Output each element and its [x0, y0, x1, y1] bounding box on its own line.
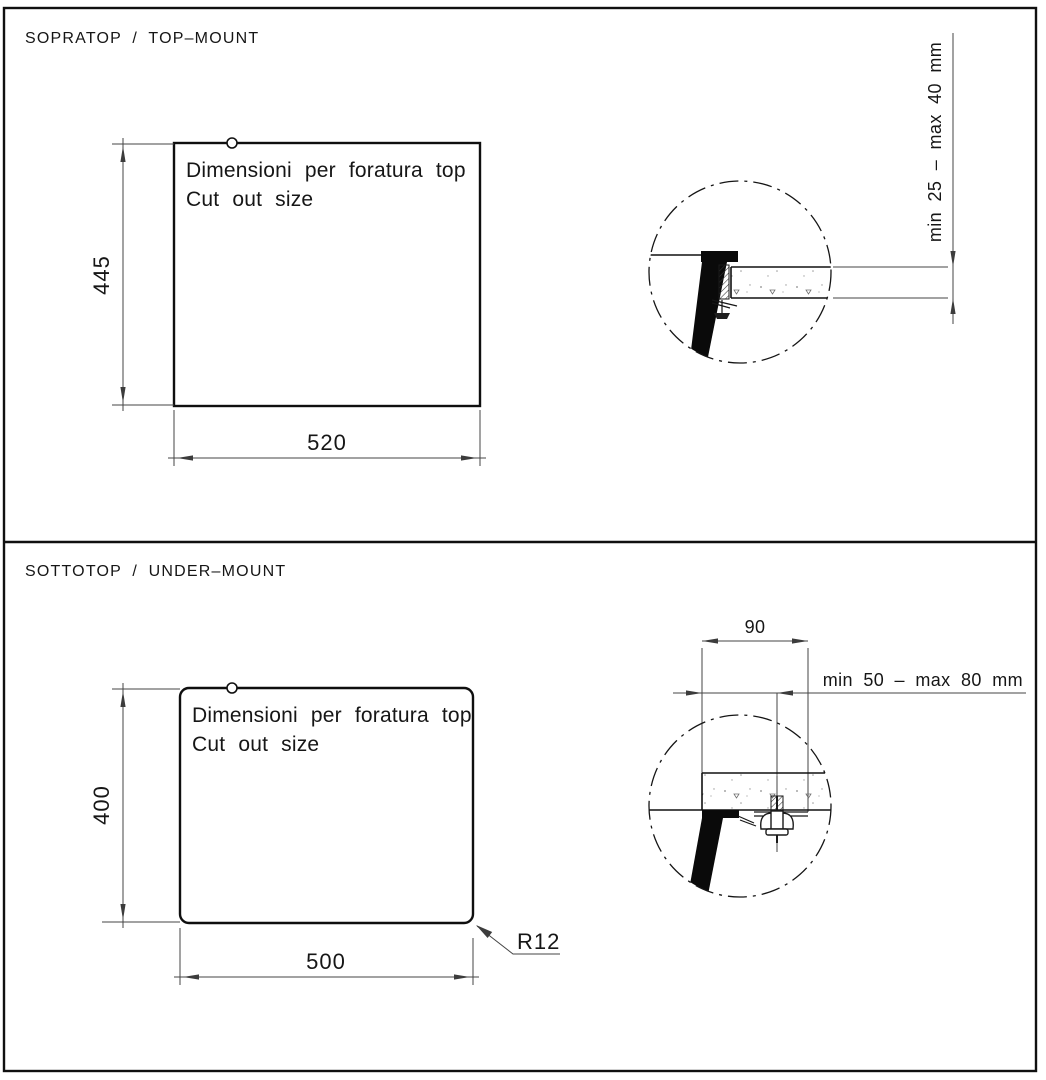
- top-detail-view: [645, 33, 956, 363]
- cutout-rectangle: [174, 143, 480, 406]
- bottom-detail-view: [645, 617, 1026, 905]
- hole-marker: [227, 138, 237, 148]
- cutout-note-line1: Dimensioni per foratura top: [186, 159, 466, 182]
- width-dim-label: 500: [306, 949, 346, 974]
- sheet-border: [4, 8, 1036, 1071]
- cutout-note-line2: Cut out size: [192, 733, 320, 756]
- height-dimension: [89, 138, 174, 411]
- bolt-range-label: min 50 – max 80 mm: [822, 670, 1023, 690]
- sink-rim: [701, 251, 738, 262]
- cutout-note-line2: Cut out size: [186, 188, 314, 211]
- width-dim-label: 520: [307, 430, 347, 455]
- top-mount-section: [25, 30, 956, 466]
- radius-label: R12: [517, 929, 561, 954]
- cutout-note-line1: Dimensioni per foratura top: [192, 704, 472, 727]
- countertop-section: [731, 267, 835, 298]
- top-cutout-drawing: [89, 138, 486, 466]
- under-mount-section: [25, 563, 1026, 985]
- bottom-cross-section: [645, 773, 836, 905]
- clamp-foot: [714, 313, 730, 319]
- width-dimension: [168, 410, 486, 466]
- width-dimension: [174, 928, 479, 985]
- height-dimension: [89, 683, 180, 928]
- radius-callout: [476, 925, 560, 954]
- bottom-cutout-drawing: [89, 683, 560, 985]
- top-thickness-dimension: [833, 33, 956, 324]
- height-dim-label: 445: [89, 255, 114, 295]
- overhang-dim-label: 90: [744, 617, 766, 637]
- thickness-range-label: min 25 – max 40 mm: [925, 41, 945, 243]
- hole-marker: [227, 683, 237, 693]
- bottom-section-title: SOTTOTOP / UNDER–MOUNT: [25, 563, 287, 580]
- sink-rim: [702, 810, 739, 818]
- top-section-title: SOPRATOP / TOP–MOUNT: [25, 30, 260, 47]
- height-dim-label: 400: [89, 785, 114, 825]
- countertop-section: [702, 773, 835, 810]
- sink-wall: [687, 818, 723, 905]
- top-cross-section: [645, 251, 836, 362]
